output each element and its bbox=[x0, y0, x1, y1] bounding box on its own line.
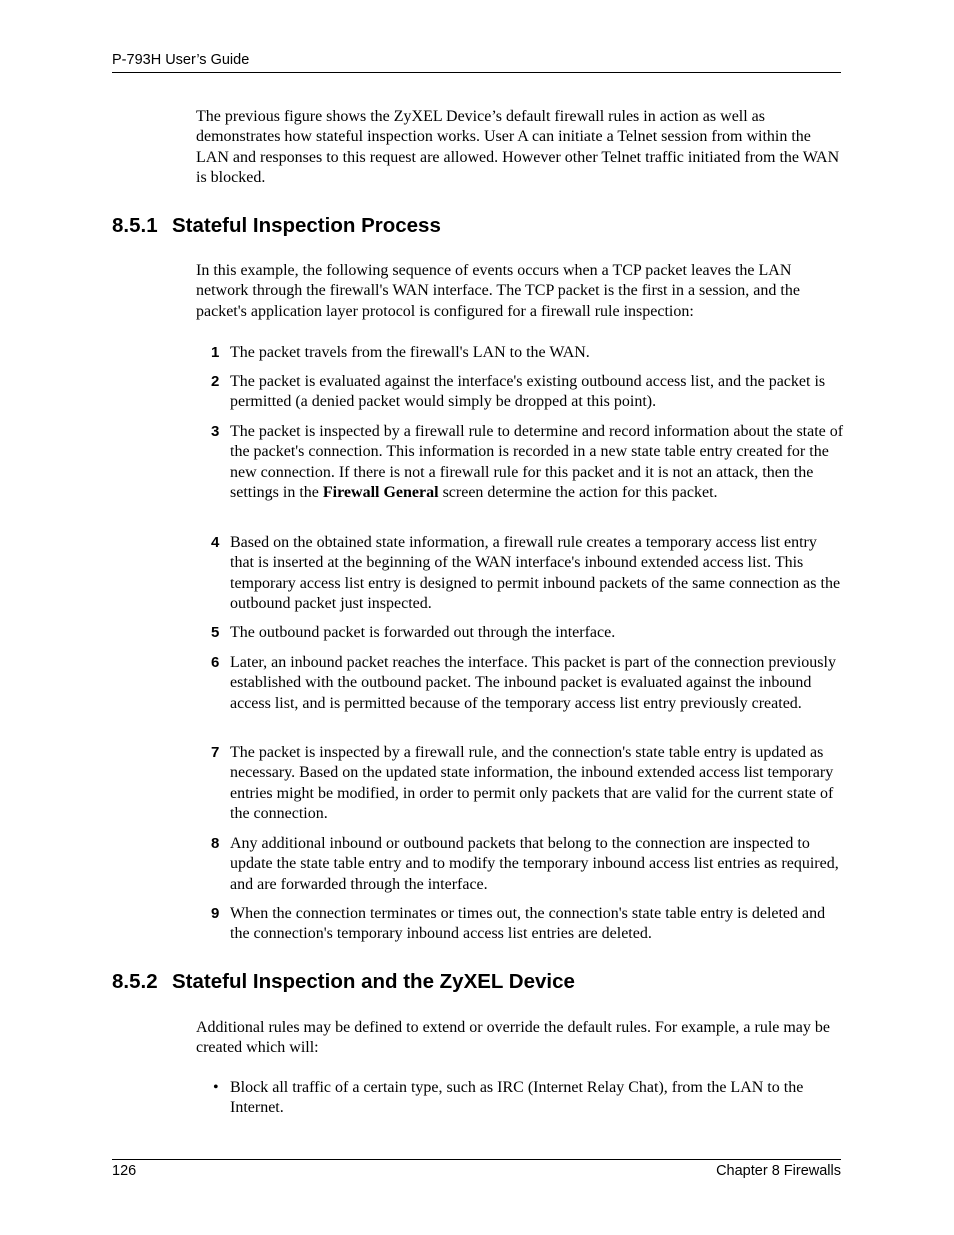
section-heading-8-5-2 bbox=[112, 969, 575, 995]
step-number: 3 bbox=[211, 423, 220, 440]
step-text: The packet travels from the firewall's LAN to the WAN. bbox=[230, 344, 590, 361]
step-text: The packet is inspected by a firewall rule, and the connection's state table entry is updated as necessary. Based on the updated state information, the inbound extended access list temporary entries might be modified, in order to permit only packets that are valid for the current state of the connection. bbox=[230, 744, 834, 822]
step-number: 9 bbox=[211, 905, 220, 922]
step-text-part: The packet is inspected by a firewall rule to determine and record information about the state of the packet's connection. This information is recorded in a new state table entry created for the new connection. If there is not a firewall rule for this packet and it is not an attack, then the settings in the bbox=[230, 423, 844, 501]
list-item bbox=[196, 422, 844, 503]
bullet-text: Block all traffic of a certain type, such as IRC (Internet Relay Chat), from the LAN to the Internet. bbox=[230, 1079, 804, 1117]
step-text: The outbound packet is forwarded out through the interface. bbox=[230, 624, 616, 641]
bullet-marker: • bbox=[213, 1079, 219, 1096]
section-title: Stateful Inspection Process bbox=[172, 214, 441, 237]
list-item bbox=[196, 834, 844, 895]
section-intro-paragraph: In this example, the following sequence of events occurs when a TCP packet leaves the LAN network through the firewall's WAN interface. The TCP packet is the first in a session, and the packet's application layer protocol is configured for a firewall rule inspection: bbox=[196, 262, 800, 320]
step-text: Any additional inbound or outbound packets that belong to the connection are inspected to update the state table entry and to modify the temporary inbound access list entries as required, and are forwarded through the interface. bbox=[230, 835, 839, 893]
list-item bbox=[196, 743, 844, 824]
step-number: 5 bbox=[211, 624, 220, 641]
list-item bbox=[196, 372, 844, 413]
step-text: Later, an inbound packet reaches the interface. This packet is part of the connection previously established with the outbound packet. The inbound packet is evaluated against the inbound access list, and is permitted because of the temporary access list entry previously created. bbox=[230, 654, 836, 712]
list-item bbox=[196, 623, 844, 643]
chapter-title: Chapter 8 Firewalls bbox=[716, 1163, 841, 1179]
step-number: 2 bbox=[211, 373, 220, 390]
page-header bbox=[112, 51, 841, 73]
list-item bbox=[196, 533, 844, 614]
step-number: 4 bbox=[211, 534, 220, 551]
list-item bbox=[196, 653, 844, 714]
section-number: 8.5.2 bbox=[112, 970, 158, 993]
step-number: 7 bbox=[211, 744, 220, 761]
list-item bbox=[196, 1078, 844, 1119]
list-item bbox=[196, 343, 844, 363]
step-text: The packet is evaluated against the interface's existing outbound access list, and the packet is permitted (a denied packet would simply be dropped at this point). bbox=[230, 373, 826, 411]
page-footer bbox=[112, 1159, 841, 1181]
step-text bbox=[230, 422, 844, 503]
screen-name: Firewall General bbox=[322, 483, 439, 501]
section-intro-paragraph: Additional rules may be defined to extend or override the default rules. For example, a rule may be created which will: bbox=[196, 1019, 831, 1057]
step-text-part: screen determine the action for this packet. bbox=[438, 483, 718, 501]
guide-title: P-793H User’s Guide bbox=[112, 52, 250, 68]
step-number: 6 bbox=[211, 654, 220, 671]
list-item bbox=[196, 904, 844, 945]
intro-paragraph: The previous figure shows the ZyXEL Device’s default firewall rules in action as well as demonstrates how stateful inspection works. User A can initiate a Telnet session from within the LAN and responses to this request are allowed. However other Telnet traffic initiated from the WAN is blocked. bbox=[196, 108, 840, 186]
section-number: 8.5.1 bbox=[112, 214, 158, 237]
section-heading-8-5-1 bbox=[112, 213, 441, 239]
step-number: 1 bbox=[211, 344, 220, 361]
section-title: Stateful Inspection and the ZyXEL Device bbox=[172, 970, 575, 993]
step-number: 8 bbox=[211, 835, 220, 852]
step-text: Based on the obtained state information, a firewall rule creates a temporary access list entry that is inserted at the beginning of the WAN interface's inbound extended access list. This temporary access list entry is designed to permit inbound packets of the same connection as the outbound packet just inspected. bbox=[230, 534, 841, 612]
step-text: When the connection terminates or times out, the connection's state table entry is deleted and the connection's temporary inbound access list entries are deleted. bbox=[230, 905, 826, 943]
page-number: 126 bbox=[112, 1163, 137, 1179]
